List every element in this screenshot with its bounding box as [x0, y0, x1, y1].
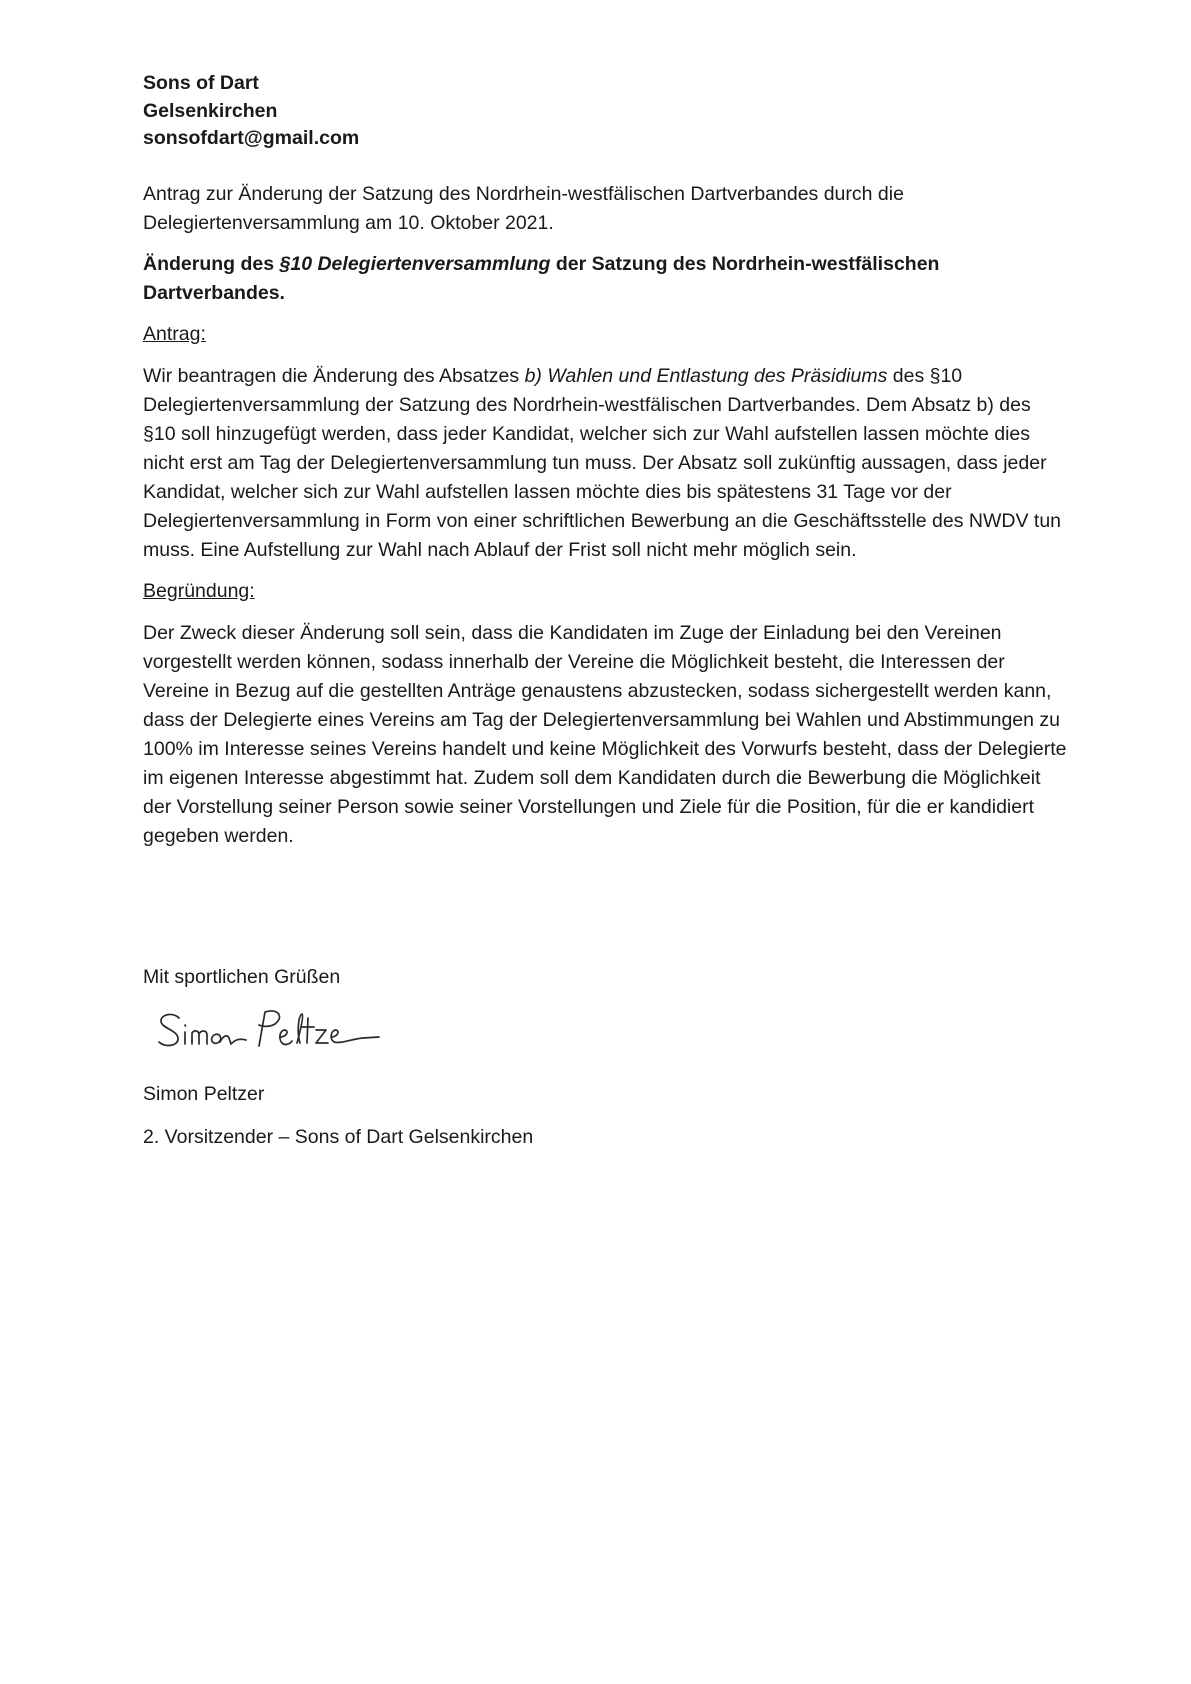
- closing-greeting: Mit sportlichen Grüßen: [143, 965, 341, 988]
- intro-paragraph: Antrag zur Änderung der Satzung des Nordrhein-westfälischen Dartverbandes durch die Delegiertenversammlung am 10. Oktober 2021.: [143, 182, 904, 234]
- subject-prefix: Änderung des: [143, 252, 280, 275]
- antrag-italic: b) Wahlen und Entlastung des Präsidiums: [524, 364, 888, 387]
- antrag-heading: Antrag:: [143, 322, 206, 345]
- subject-suffix: der Satzung des Nordrhein-westfälischen Dartverbandes.: [143, 252, 940, 304]
- subject-italic: §10 Delegiertenversammlung: [279, 252, 551, 275]
- signer-role: 2. Vorsitzender – Sons of Dart Gelsenkirchen: [143, 1125, 534, 1148]
- sender-block: [143, 70, 1068, 153]
- subject-line: [143, 250, 1068, 308]
- handwritten-signature: [151, 1006, 381, 1058]
- antrag-prefix: Wir beantragen die Änderung des Absatzes: [143, 364, 525, 387]
- letter-body: [143, 70, 1068, 1152]
- sender-name: Sons of Dart: [143, 72, 259, 94]
- begruendung-paragraph: Der Zweck dieser Änderung soll sein, dass die Kandidaten im Zuge der Einladung bei den Vereinen vorgestellt werden können, sodass innerhalb der Vereine die Möglichkeit besteht, die Interessen der Vereine in Bezug auf die gestellten Anträge genaustens abzustecken, sodass sichergestellt werden kann, dass der Delegierte eines Vereins am Tag der Delegiertenversammlung bei Wahlen und Abstimmungen zu 100% im Interesse seines Vereins handelt und keine Möglichkeit des Vorwurfs besteht, dass der Delegierte im eigenen Interesse abgestimmt hat. Zudem soll dem Kandidaten durch die Bewerbung die Möglichkeit der Vorstellung seiner Person sowie seiner Vorstellungen und Ziele für die Position, für die er kandidiert gegeben werden.: [143, 621, 1067, 847]
- antrag-suffix: des §10 Delegiertenversammlung der Satzung des Nordrhein-westfälischen Dartverbandes. Dem Absatz b) des §10 soll hinzugefügt werden, dass jeder Kandidat, welcher sich zur Wahl aufstellen lassen möchte dies nicht erst am Tag der Delegiertenversammlung tun muss. Der Absatz soll zukünftig aussagen, dass jeder Kandidat, welcher sich zur Wahl aufstellen lassen möchte dies bis spätestens 31 Tage vor der Delegiertenversammlung in Form von einer schriftlichen Bewerbung an die Geschäftsstelle des NWDV tun muss. Eine Aufstellung zur Wahl nach Ablauf der Frist soll nicht mehr möglich sein.: [143, 364, 1062, 561]
- signer-name: Simon Peltzer: [143, 1082, 265, 1105]
- antrag-paragraph: [143, 362, 1068, 565]
- sender-city: Gelsenkirchen: [143, 99, 278, 122]
- begruendung-heading: Begründung:: [143, 579, 255, 602]
- sender-email: sonsofdart@gmail.com: [143, 127, 360, 149]
